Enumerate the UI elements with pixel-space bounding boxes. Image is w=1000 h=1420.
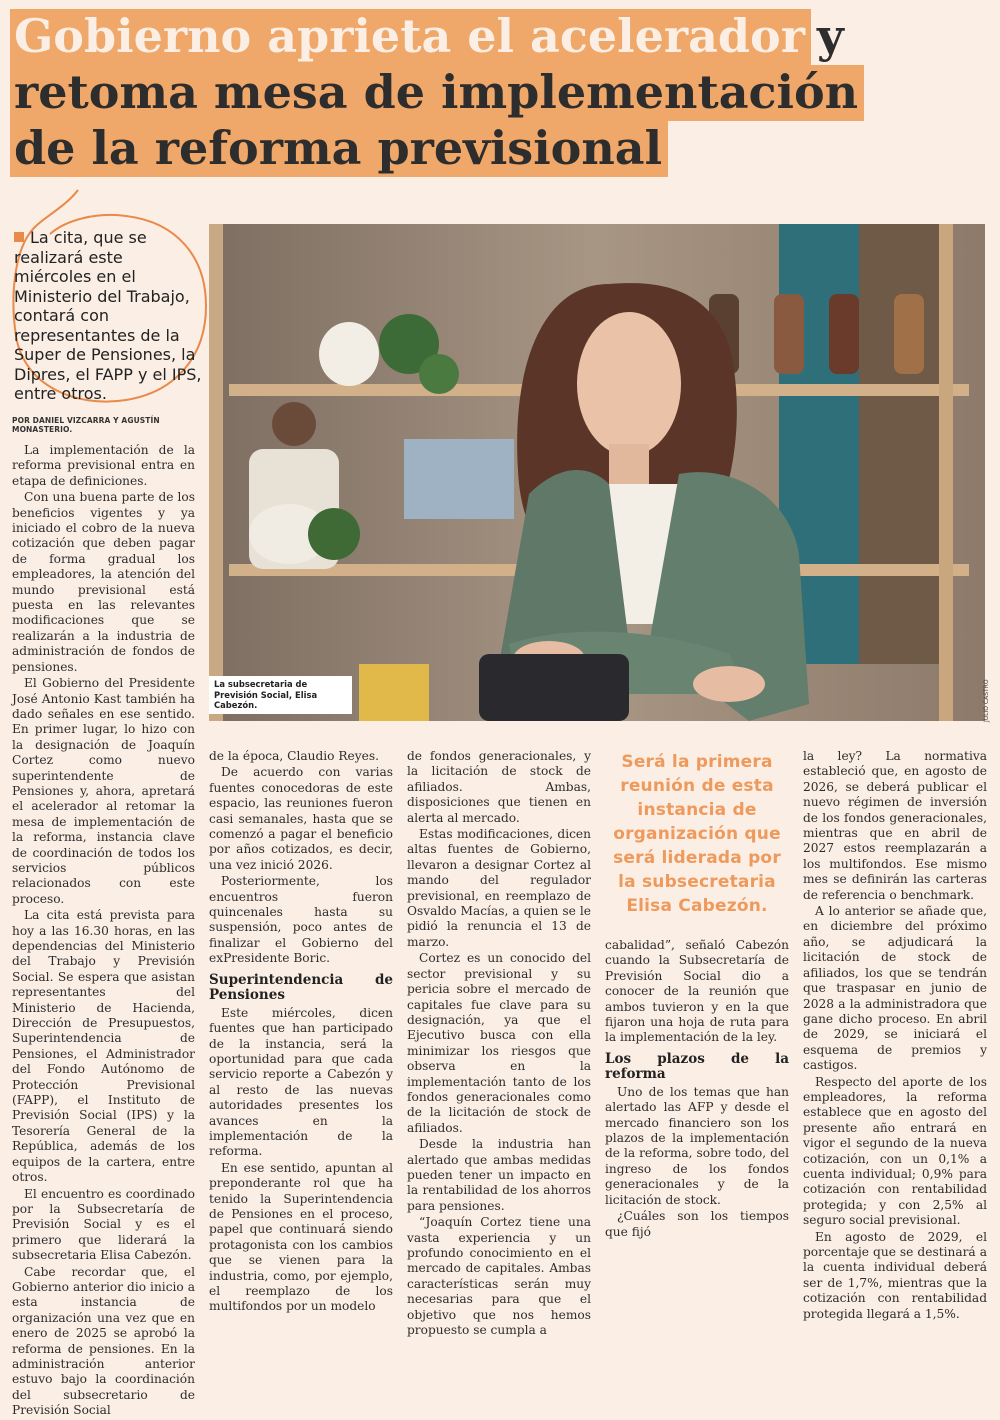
subheading: Superintendencia de Pensiones	[209, 971, 393, 1003]
paragraph: Cortez es un conocido del sector previsional y su pericia sobre el mercado de capitales fue clave para su designación, ya que el Ejecutivo busca con ella minimizar los riesgos que observa en la implementación tanto de los fondos generacionales como de la licitación de stock de afiliados.	[407, 951, 591, 1135]
paragraph: La cita está prevista para hoy a las 16.30 horas, en las dependencias del Ministerio del Trabajo y Previsión Social. Se espera que asistan representantes del Ministerio de Hacienda, Dirección de Presupuestos, Superintendencia de Pensiones, el Administrador del Fondo Autónomo de Protección Previsional (FAPP), el Instituto de Previsión Social (IPS) y la Tesorería General de la República, además de los equipos de la cartera, entre otros.	[12, 908, 195, 1185]
headline	[10, 8, 859, 176]
paragraph: El Gobierno del Presidente José Antonio Kast también ha dado señales en ese sentido. En primer lugar, lo hizo con la designación de Joaquín Cortez como nuevo superintendente de Pensiones y, ahora, apretará el acelerador al retomar la mesa de implementación de la reforma, instancia clave de coordinación de todos los servicios públicos relacionados con este proceso.	[12, 676, 195, 906]
byline: POR DANIEL VIZCARRA Y AGUSTÍN MONASTERIO.	[12, 416, 160, 434]
column-4	[605, 938, 789, 1241]
paragraph: Posteriormente, los encuentros fueron quincenales hasta su suspensión, poco antes de finalizar el Gobierno del exPresidente Boric.	[209, 874, 393, 966]
headline-line-3: de la reforma previsional	[10, 120, 810, 176]
photo-credit: JULIO CASTRO	[983, 679, 990, 722]
portrait-illustration	[209, 224, 985, 721]
paragraph: de la época, Claudio Reyes.	[209, 749, 379, 763]
paragraph: de fondos generacionales, y la licitación de stock de afiliados. Ambas, disposiciones que tienen en alerta al mercado.	[407, 749, 591, 825]
column-2	[209, 749, 393, 1316]
paragraph: A lo anterior se añade que, en diciembre del próximo año, se adjudicará la licitación de stock de afiliados, los que se tendrán que traspasar en junio de 2028 a la administradora que gane dicho proceso. En abril de 2029, se iniciará el esquema de premios y castigos.	[803, 904, 987, 1073]
square-bullet-icon	[14, 232, 24, 242]
paragraph: En ese sentido, apuntan al preponderante rol que ha tenido la Superintendencia de Pensiones en el proceso, papel que continuará siendo protagonista con los cambios que se vienen para la industria, como, por ejemplo, el reemplazo de los multifondos por un modelo	[209, 1160, 393, 1314]
paragraph: La implementación de la reforma previsional entra en etapa de definiciones.	[12, 443, 195, 488]
headline-line-1: Gobierno aprieta el acelerador y	[10, 8, 810, 64]
column-3	[407, 749, 591, 1339]
column-1	[12, 443, 195, 1420]
column-5	[803, 749, 987, 1323]
paragraph: Estas modificaciones, dicen altas fuentes de Gobierno, llevaron a designar Cortez al mando del regulador previsional, en reemplazo de Osvaldo Macías, a quien se le pidió la renuncia el 13 de marzo.	[407, 827, 591, 949]
paragraph: Con una buena parte de los beneficios vigentes y ya iniciado el cobro de la nueva cotización que deben pagar de forma gradual los empleadores, la atención del mundo previsional está puesta en las relevantes modificaciones que se realizarán a la industria de administración de fondos de pensiones.	[12, 490, 195, 674]
paragraph: Uno de los temas que han alertado las AFP y desde el mercado financiero son los plazos de la implementación de la reforma, sobre todo, del ingreso de los fondos generacionales y de la licitación de stock.	[605, 1084, 789, 1207]
paragraph: En agosto de 2029, el porcentaje que se destinará a la cuenta individual deberá ser de 1,7%, mientras que la cotización con rentabilidad protegida llegará a 1,5%.	[803, 1229, 987, 1321]
headline-line-2: retoma mesa de implementación	[10, 64, 810, 120]
subheading: Los plazos de la reforma	[605, 1050, 789, 1082]
lede: La cita, que se realizará este miércoles en el Ministerio del Trabajo, contará con representantes de la Super de Pensiones, la Dipres, el FAPP y el IPS, entre otros.	[14, 228, 202, 403]
paragraph: ¿Cuáles son los tiempos que fijó	[605, 1209, 789, 1239]
pull-quote: Será la primera reunión de esta instancia de organización que será liderada por la subsecretaria Elisa Cabezón.	[613, 752, 781, 916]
paragraph: De acuerdo con varias fuentes conocedoras de este espacio, las reuniones fueron casi semanales, hasta que se comenzó a pagar el beneficio por años cotizados, es decir, una vez inició 2026.	[209, 765, 393, 872]
paragraph: Respecto del aporte de los empleadores, la reforma establece que en agosto del presente año entrará en vigor el segundo de la nueva cotización, con un 0,1% a cuenta individual; 0,9% para cotización con rentabilidad protegida; y con 2,5% al seguro social previsional.	[803, 1074, 987, 1228]
paragraph: Cabe recordar que, el Gobierno anterior dio inicio a esta instancia de organización una vez que en enero de 2025 se aprobó la reforma de pensiones. En la administración anterior estuvo bajo la coordinación del subsecretario de Previsión Social	[12, 1264, 195, 1418]
paragraph: “Joaquín Cortez tiene una vasta experiencia y un profundo conocimiento en el mercado de capitales. Ambas características serán muy necesarias para que el objetivo que nos hemos propuesto se cumpla a	[407, 1215, 591, 1338]
paragraph: El encuentro es coordinado por la Subsecretaría de Previsión Social y es el primero que liderará la subsecretaria Elisa Cabezón.	[12, 1186, 195, 1263]
paragraph: Este miércoles, dicen fuentes que han participado de la instancia, será la oportunidad para que cada servicio reporte a Cabezón y al resto de las nuevas autoridades presentes los avances en la implementación de la reforma.	[209, 1005, 393, 1159]
photo-caption: La subsecretaria de Previsión Social, Elisa Cabezón.	[209, 676, 352, 714]
paragraph: la ley? La normativa estableció que, en agosto de 2026, se deberá publicar el nuevo régimen de inversión de los fondos generacionales, mientras que en abril de 2027 estos reemplazarán a los multifondos. Ese mismo mes se definirán las carteras de referencia o benchmark.	[803, 749, 987, 902]
photo	[209, 224, 985, 721]
paragraph: cabalidad”, señaló Cabezón cuando la Subsecretaría de Previsión Social dio a conocer de la reunión que ambos tuvieron y en la que fijaron una hoja de ruta para la implementación de la ley.	[605, 938, 789, 1045]
paragraph: Desde la industria han alertado que ambas medidas pueden tener un impacto en la rentabilidad de los ahorros para pensiones.	[407, 1137, 591, 1213]
